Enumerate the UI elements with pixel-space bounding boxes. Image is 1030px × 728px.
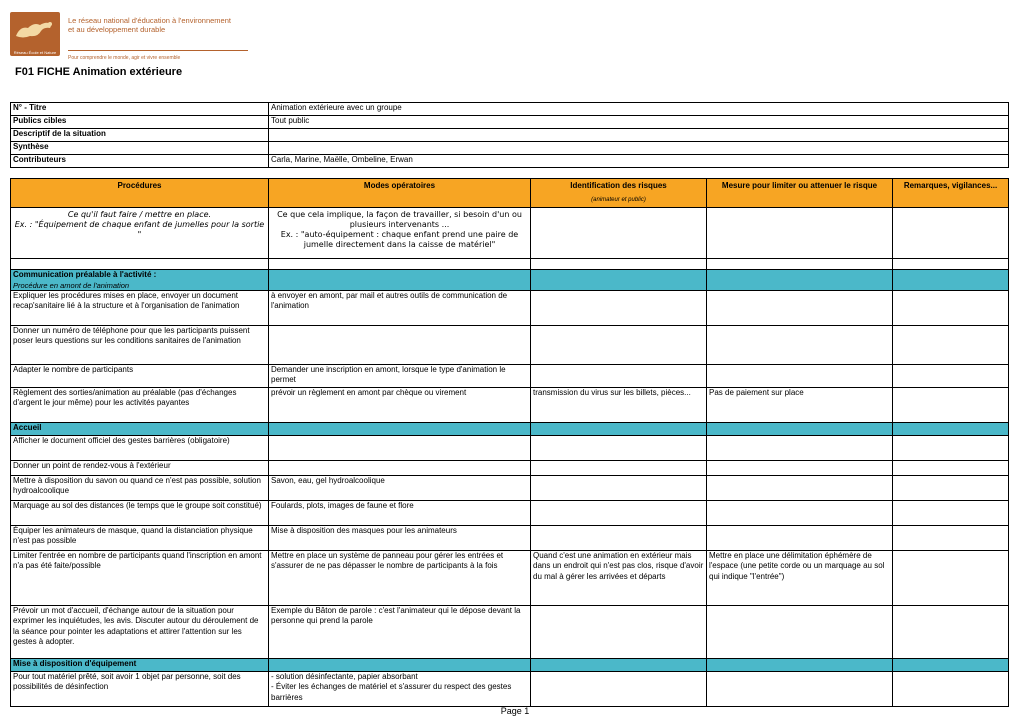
remark-cell	[893, 525, 1009, 550]
col-header-risques-label: Identification des risques	[570, 181, 667, 190]
example-procedures: Ce qu'il faut faire / mettre en place. Ex. : "Équipement de chaque enfant de jumelles pour la sortie "	[11, 208, 269, 259]
section-row	[11, 270, 1009, 291]
risk-cell	[531, 475, 707, 500]
logo	[10, 12, 60, 56]
org-divider	[68, 50, 248, 51]
risk-cell	[531, 460, 707, 475]
section-cell	[893, 422, 1009, 435]
info-label: Synthèse	[11, 142, 269, 155]
example-modes: Ce que cela implique, la façon de travailler, si besoin d'un ou plusieurs intervenants ... Ex. : "auto-équipement : chaque enfant prend une paire de jumelle directement dans la caisse de matériel"	[269, 208, 531, 259]
info-table-body	[11, 103, 1009, 168]
procedures-table-body	[11, 208, 1009, 707]
procedure-cell: Adapter le nombre de participants	[11, 364, 269, 387]
section-subtitle: Procédure en amont de l'animation	[13, 280, 130, 290]
info-label: N° - Titre	[11, 103, 269, 116]
remark-cell	[893, 605, 1009, 658]
remark-cell	[893, 435, 1009, 460]
table-header-row	[11, 179, 1009, 208]
mode-cell: Mettre en place un système de panneau pour gérer les entrées et s'assurer de ne pas dépasser le nombre de participants à la fois	[269, 550, 531, 605]
section-title-cell	[11, 270, 269, 291]
remark-cell	[893, 460, 1009, 475]
table-row	[11, 475, 1009, 500]
org-tagline: Pour comprendre le monde, agir et vivre ensemble	[68, 55, 181, 61]
info-value	[269, 129, 1009, 142]
risk-cell	[531, 525, 707, 550]
risk-cell	[531, 325, 707, 364]
risk-cell	[531, 364, 707, 387]
col-header-risques	[531, 179, 707, 208]
info-row	[11, 155, 1009, 168]
section-title: Mise à disposition d'équipement	[13, 658, 137, 668]
measure-cell	[707, 475, 893, 500]
mode-cell: Demander une inscription en amont, lorsque le type d'animation le permet	[269, 364, 531, 387]
procedure-cell: Prévoir un mot d'accueil, d'échange autour de la situation pour exprimer les inquiétudes, les avis. Discuter autour du déroulement de la séance pour pointer les adaptations et attirer l'attention sur les gestes à adopter.	[11, 605, 269, 658]
remark-cell	[893, 475, 1009, 500]
table-row	[11, 460, 1009, 475]
section-title-cell	[11, 658, 269, 671]
mode-cell: à envoyer en amont, par mail et autres outils de communication de l'animation	[269, 290, 531, 325]
procedure-cell: Limiter l'entrée en nombre de participants quand l'inscription en amont n'a pas été faite/possible	[11, 550, 269, 605]
procedure-cell: Équiper les animateurs de masque, quand la distanciation physique n'est pas possible	[11, 525, 269, 550]
spacer-cell	[707, 259, 893, 270]
spacer-cell	[531, 259, 707, 270]
example-cell	[531, 208, 707, 259]
procedure-cell: Pour tout matériel prêté, soit avoir 1 objet par personne, soit des possibilités de désinfection	[11, 671, 269, 706]
remark-cell	[893, 671, 1009, 706]
info-row	[11, 142, 1009, 155]
measure-cell	[707, 671, 893, 706]
mode-cell: prévoir un règlement en amont par chèque ou virement	[269, 387, 531, 422]
table-row	[11, 364, 1009, 387]
procedure-cell: Donner un numéro de téléphone pour que les participants puissent poser leurs questions sur les conditions sanitaires de l'animation	[11, 325, 269, 364]
section-cell	[269, 658, 531, 671]
risk-cell	[531, 500, 707, 525]
measure-cell	[707, 500, 893, 525]
section-title-cell	[11, 422, 269, 435]
header	[10, 12, 250, 61]
measure-cell	[707, 525, 893, 550]
risk-cell: Quand c'est une animation en extérieur mais dans un endroit qui n'est pas clos, risque d'avoir du mal à gérer les arrivées et départs	[531, 550, 707, 605]
mode-cell	[269, 460, 531, 475]
col-header-remarques: Remarques, vigilances...	[893, 179, 1009, 208]
table-row	[11, 525, 1009, 550]
section-title: Accueil	[13, 422, 42, 432]
info-row	[11, 103, 1009, 116]
example-cell	[893, 208, 1009, 259]
mode-cell: - solution désinfectante, papier absorbant - Éviter les échanges de matériel et s'assurer du respect des gestes barrières	[269, 671, 531, 706]
risk-cell	[531, 605, 707, 658]
info-row	[11, 116, 1009, 129]
table-row	[11, 605, 1009, 658]
info-value	[269, 142, 1009, 155]
col-header-procedures: Procédures	[11, 179, 269, 208]
page-title: F01 FICHE Animation extérieure	[15, 66, 183, 78]
section-cell	[707, 270, 893, 291]
risk-cell	[531, 435, 707, 460]
section-cell	[531, 270, 707, 291]
org-name-line2: et au développement durable	[68, 25, 166, 34]
risk-cell	[531, 290, 707, 325]
mode-cell: Foulards, plots, images de faune et flore	[269, 500, 531, 525]
remark-cell	[893, 500, 1009, 525]
info-label: Descriptif de la situation	[11, 129, 269, 142]
remark-cell	[893, 550, 1009, 605]
section-cell	[531, 422, 707, 435]
logo-animal-icon	[10, 12, 60, 48]
info-table	[10, 102, 1009, 168]
spacer-cell	[269, 259, 531, 270]
mode-cell: Exemple du Bâton de parole : c'est l'animateur qui le dépose devant la personne qui prend la parole	[269, 605, 531, 658]
col-header-mesures: Mesure pour limiter ou attenuer le risque	[707, 179, 893, 208]
col-header-modes: Modes opératoires	[269, 179, 531, 208]
procedure-cell: Règlement des sorties/animation au préalable (pas d'échanges d'argent le jour même) pour les activités payantes	[11, 387, 269, 422]
procedure-cell: Afficher le document officiel des gestes barrières (obligatoire)	[11, 435, 269, 460]
org-name-line1: Le réseau national d'éducation à l'environnement	[68, 16, 231, 25]
table-row	[11, 435, 1009, 460]
measure-cell	[707, 325, 893, 364]
table-row	[11, 387, 1009, 422]
remark-cell	[893, 325, 1009, 364]
mode-cell: Mise à disposition des masques pour les animateurs	[269, 525, 531, 550]
procedures-table	[10, 178, 1009, 707]
section-cell	[707, 658, 893, 671]
page-number: Page 1	[500, 706, 530, 716]
risk-cell	[531, 671, 707, 706]
mode-cell	[269, 325, 531, 364]
measure-cell: Pas de paiement sur place	[707, 387, 893, 422]
spacer-cell	[11, 259, 269, 270]
procedure-cell: Expliquer les procédures mises en place, envoyer un document recap'sanitaire lié à la structure et à l'organisation de l'animation	[11, 290, 269, 325]
measure-cell	[707, 460, 893, 475]
table-row	[11, 671, 1009, 706]
spacer-cell	[893, 259, 1009, 270]
section-cell	[531, 658, 707, 671]
remark-cell	[893, 364, 1009, 387]
info-value: Tout public	[269, 116, 1009, 129]
spacer-row	[11, 259, 1009, 270]
measure-cell	[707, 435, 893, 460]
info-value: Animation extérieure avec un groupe	[269, 103, 1009, 116]
table-row	[11, 290, 1009, 325]
table-row	[11, 550, 1009, 605]
section-title: Communication préalable à l'activité :	[13, 270, 157, 279]
example-row	[11, 208, 1009, 259]
procedure-cell: Mettre à disposition du savon ou quand ce n'est pas possible, solution hydroalcoolique	[11, 475, 269, 500]
remark-cell	[893, 387, 1009, 422]
measure-cell	[707, 605, 893, 658]
measure-cell	[707, 290, 893, 325]
table-row	[11, 325, 1009, 364]
section-cell	[893, 658, 1009, 671]
procedure-cell: Marquage au sol des distances (le temps que le groupe soit constitué)	[11, 500, 269, 525]
info-value: Carla, Marine, Maëlle, Ombeline, Erwan	[269, 155, 1009, 168]
logo-caption: Réseau École et Nature	[13, 50, 57, 55]
col-header-risques-sub: (animateur et public)	[591, 196, 646, 203]
procedure-cell: Donner un point de rendez-vous à l'extérieur	[11, 460, 269, 475]
section-cell	[269, 422, 531, 435]
example-cell	[707, 208, 893, 259]
table-row	[11, 500, 1009, 525]
section-cell	[707, 422, 893, 435]
mode-cell	[269, 435, 531, 460]
risk-cell: transmission du virus sur les billets, pièces...	[531, 387, 707, 422]
info-label: Publics cibles	[11, 116, 269, 129]
mode-cell: Savon, eau, gel hydroalcoolique	[269, 475, 531, 500]
measure-cell: Mettre en place une délimitation éphémère de l'espace (une petite corde ou un marquage au sol qui indique "l'entrée")	[707, 550, 893, 605]
measure-cell	[707, 364, 893, 387]
remark-cell	[893, 290, 1009, 325]
section-cell	[269, 270, 531, 291]
info-label: Contributeurs	[11, 155, 269, 168]
section-row	[11, 658, 1009, 671]
info-row	[11, 129, 1009, 142]
section-cell	[893, 270, 1009, 291]
section-row	[11, 422, 1009, 435]
